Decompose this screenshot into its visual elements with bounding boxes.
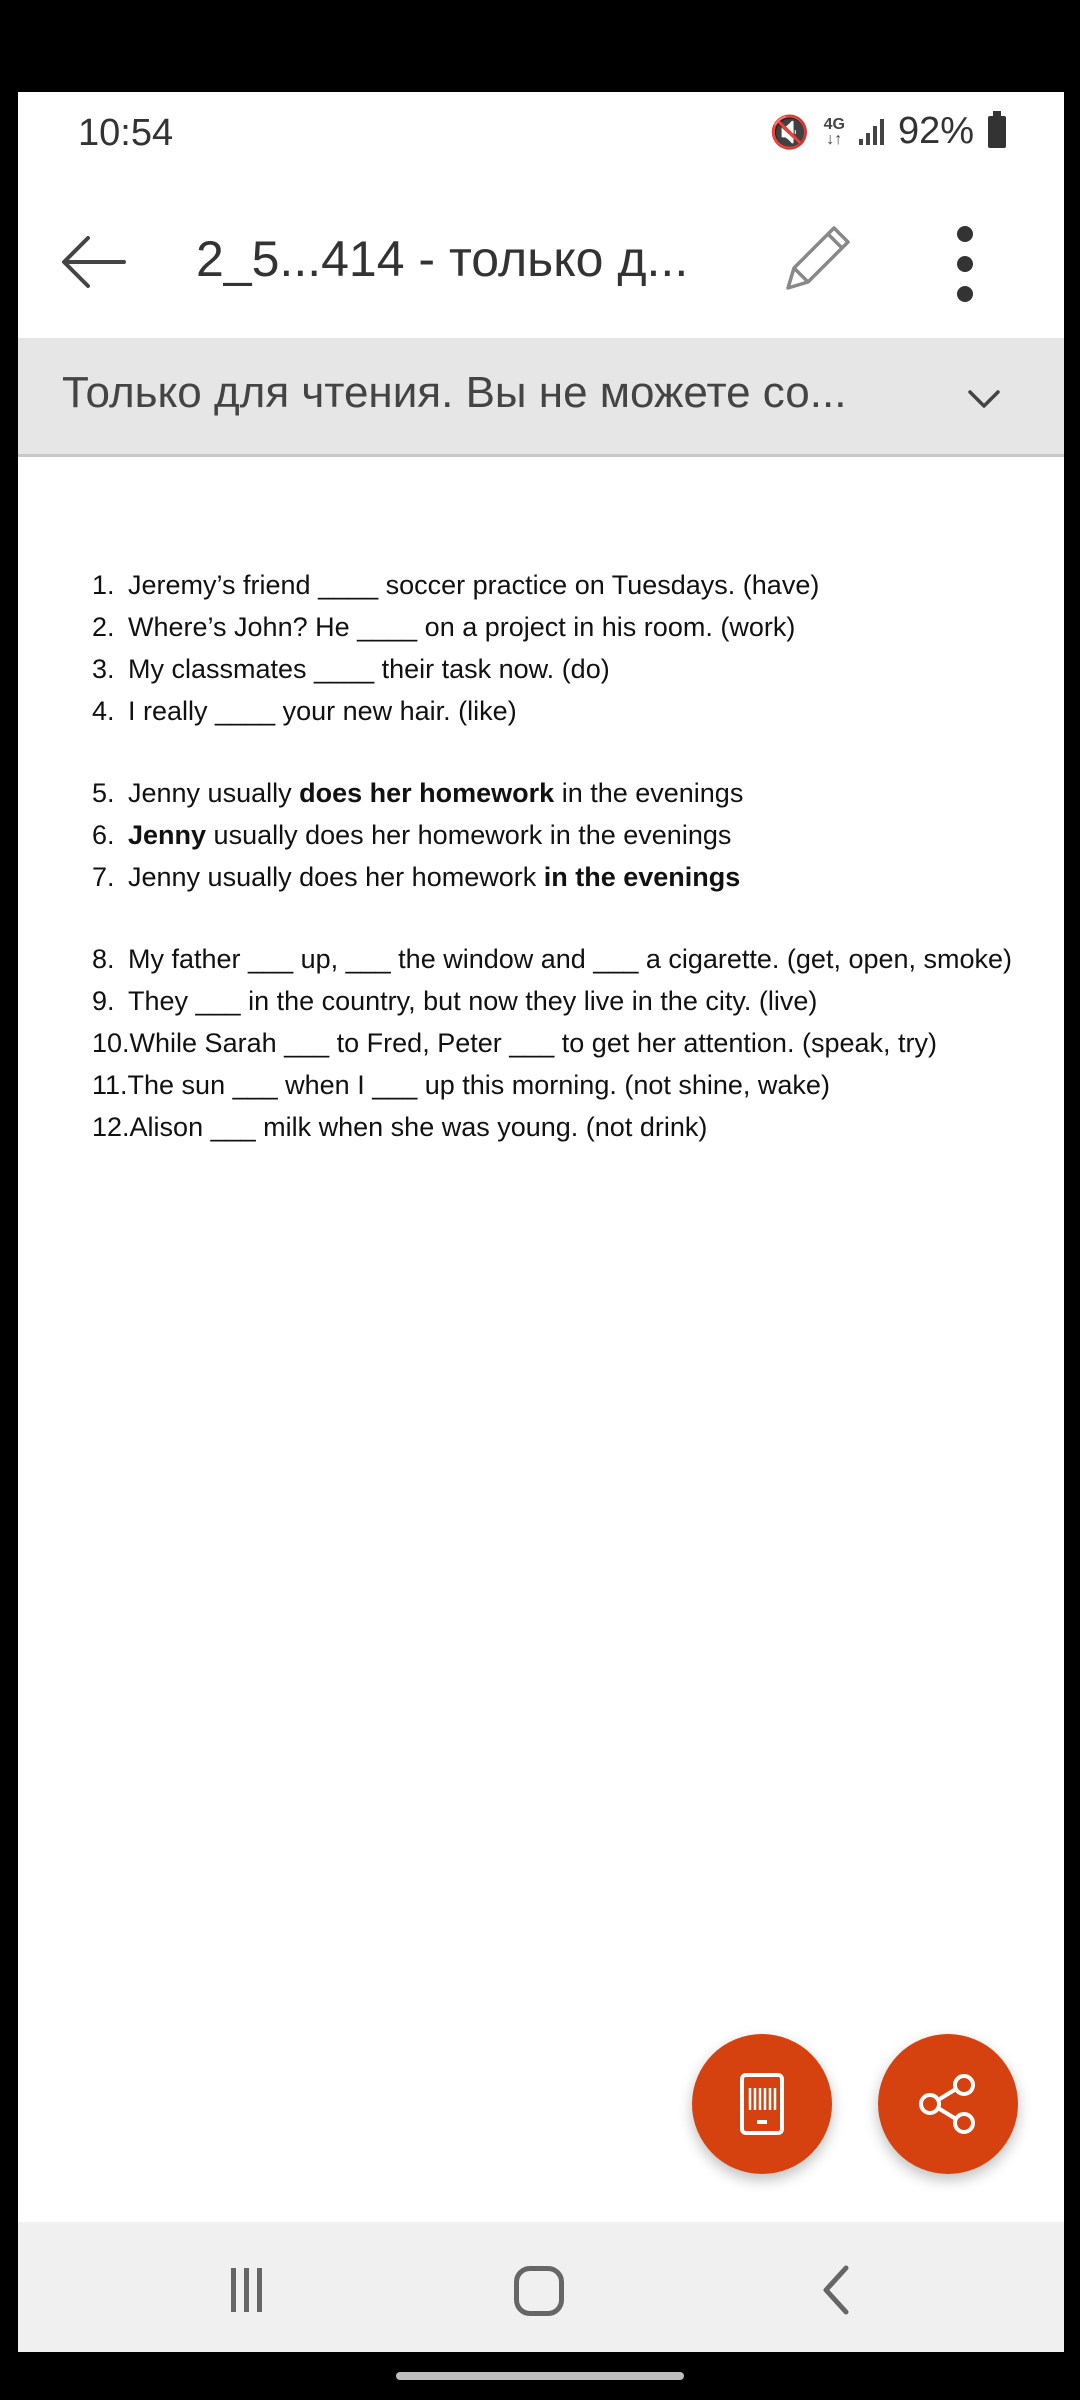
list-item: 1. Jeremy’s friend ____ soccer practice on Tuesdays. (have) [92,570,820,600]
banner-text: Только для чтения. Вы не можете со... [62,368,847,417]
app-bar [18,182,1064,340]
document-title: 2_5...414 - только д... [196,231,689,287]
list-item: 12. Alison ___ milk when she was young. (not drink) [92,1112,708,1142]
recents-icon[interactable] [224,2268,268,2312]
chevron-down-icon[interactable] [964,378,1004,418]
document-content [92,570,1052,1154]
nav-back-icon[interactable] [816,2262,856,2318]
list-item: 11. The sun ___ when I ___ up this morning. (not shine, wake) [92,1070,830,1100]
battery-percent: 92% [897,110,974,152]
network-type: 4G ↓↑ [823,115,845,148]
status-time: 10:54 [78,112,174,154]
app-screen [18,92,1064,2224]
share-button[interactable] [878,2034,1018,2174]
list-item: 5. Jenny usually does her homework in the evenings [92,778,744,808]
status-icons [770,110,1006,153]
share-icon [916,2072,980,2136]
mute-icon: 🔇 [769,113,810,150]
more-vert-icon[interactable] [953,226,977,306]
pencil-icon[interactable] [774,218,858,302]
list-item: 4. I really ____ your new hair. (like) [92,696,517,726]
gesture-handle[interactable] [396,2372,684,2380]
list-item: 3. My classmates ____ their task now. (do) [92,654,610,684]
signal-icon [859,119,884,145]
list-item: 7. Jenny usually does her homework in the evenings [92,862,741,892]
list-item: 8. My father ___ up, ___ the window and ___ a cigarette. (get, open, smoke) [92,944,1013,974]
home-icon[interactable] [514,2266,564,2316]
status-bar [18,92,1064,182]
navigation-bar [18,2222,1064,2352]
list-item: 6. Jenny usually does her homework in the evenings [92,820,732,850]
reading-mode-icon [739,2072,785,2136]
list-item: 10. While Sarah ___ to Fred, Peter ___ to get her attention. (speak, try) [92,1028,937,1058]
battery-icon [988,116,1006,148]
read-only-banner[interactable] [18,338,1064,457]
list-item: 9. They ___ in the country, but now they live in the city. (live) [92,986,818,1016]
list-item: 2. Where’s John? He ____ on a project in his room. (work) [92,612,796,642]
arrow-left-icon[interactable] [58,226,130,298]
reading-mode-button[interactable] [692,2034,832,2174]
